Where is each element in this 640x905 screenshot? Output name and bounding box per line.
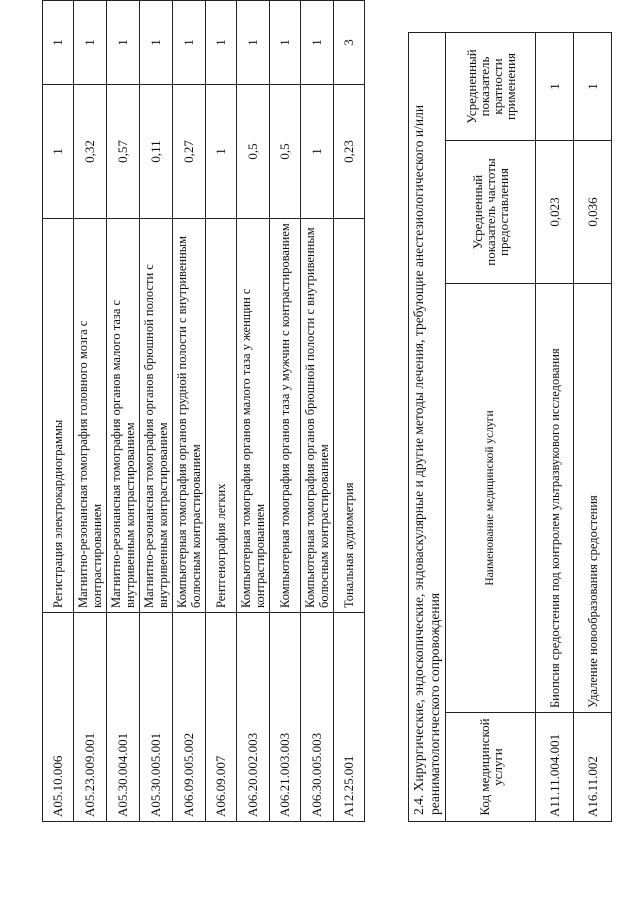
table-row: [334, 1, 365, 822]
section-2-4: [408, 32, 612, 822]
header-frequency: Усредненный показатель частоты предоставления: [446, 141, 536, 284]
frequency-value: 0,023: [536, 141, 574, 284]
service-name: Компьютерная томография органов малого таза у женщин с контрастированием: [237, 219, 270, 613]
service-code: A05.30.004.001: [107, 613, 140, 822]
service-name: Магнитно-резонансная томография головного мозга с контрастированием: [74, 219, 107, 613]
service-code: A12.25.001: [334, 613, 365, 822]
frequency-value: 1: [206, 85, 237, 219]
section-table: [445, 32, 612, 822]
multiplicity-value: 1: [237, 1, 270, 85]
section-title: 2.4. Хирургические, эндоскопические, эндоваскулярные и другие методы лечения, требующие анестезиологического и/или реаниматологического сопровождения: [408, 32, 445, 822]
frequency-value: 1: [301, 85, 334, 219]
multiplicity-value: 1: [173, 1, 206, 85]
multiplicity-value: 1: [270, 1, 301, 85]
service-code: A06.09.007: [206, 613, 237, 822]
service-code: A05.30.005.001: [140, 613, 173, 822]
service-name: Регистрация электрокардиограммы: [43, 219, 74, 613]
table-row: [107, 1, 140, 822]
frequency-value: 0,11: [140, 85, 173, 219]
multiplicity-value: 3: [334, 1, 365, 85]
table-row: [74, 1, 107, 822]
service-name: Компьютерная томография органов таза у мужчин с контрастированием: [270, 219, 301, 613]
table-row: [237, 1, 270, 822]
frequency-value: 0,57: [107, 85, 140, 219]
service-code: A05.10.006: [43, 613, 74, 822]
table-row: [301, 1, 334, 822]
header-multiplicity: Усредненный показатель кратности применения: [446, 33, 536, 141]
frequency-value: 0,5: [237, 85, 270, 219]
table-row: [43, 1, 74, 822]
service-name: Магнитно-резонансная томография органов малого таза с внутривенным контрастированием: [107, 219, 140, 613]
multiplicity-value: 1: [74, 1, 107, 85]
service-name: Рентгенография легких: [206, 219, 237, 613]
service-name: Биопсия средостения под контролем ультразвукового исследования: [536, 284, 574, 713]
frequency-value: 0,27: [173, 85, 206, 219]
header-code: Код медицинской услуги: [446, 713, 536, 822]
service-code: A16.11.002: [574, 713, 612, 822]
frequency-value: 0,23: [334, 85, 365, 219]
service-code: A11.11.004.001: [536, 713, 574, 822]
frequency-value: 1: [43, 85, 74, 219]
frequency-value: 0,036: [574, 141, 612, 284]
header-name: Наименование медицинской услуги: [446, 284, 536, 713]
service-code: A06.20.002.003: [237, 613, 270, 822]
table-row: [270, 1, 301, 822]
multiplicity-value: 1: [574, 33, 612, 141]
multiplicity-value: 1: [107, 1, 140, 85]
frequency-value: 0,5: [270, 85, 301, 219]
multiplicity-value: 1: [206, 1, 237, 85]
multiplicity-value: 1: [140, 1, 173, 85]
multiplicity-value: 1: [43, 1, 74, 85]
service-name: Удаление новообразования средостения: [574, 284, 612, 713]
frequency-value: 0,32: [74, 85, 107, 219]
service-code: A06.30.005.003: [301, 613, 334, 822]
table-row: [173, 1, 206, 822]
service-name: Компьютерная томография органов грудной полости с внутривенным болюсным контрастированием: [173, 219, 206, 613]
services-table-continued: [42, 0, 365, 822]
table-row: [574, 33, 612, 822]
table-row: [536, 33, 574, 822]
table-row: [206, 1, 237, 822]
table-row: [140, 1, 173, 822]
service-name: Тональная аудиометрия: [334, 219, 365, 613]
table-header-row: [446, 33, 536, 822]
service-code: A06.21.003.003: [270, 613, 301, 822]
multiplicity-value: 1: [536, 33, 574, 141]
service-code: A06.09.005.002: [173, 613, 206, 822]
service-name: Магнитно-резонансная томография органов брюшной полости с внутривенным контрастированием: [140, 219, 173, 613]
service-name: Компьютерная томография органов брюшной полости с внутривенным болюсным контрастированием: [301, 219, 334, 613]
multiplicity-value: 1: [301, 1, 334, 85]
service-code: A05.23.009.001: [74, 613, 107, 822]
